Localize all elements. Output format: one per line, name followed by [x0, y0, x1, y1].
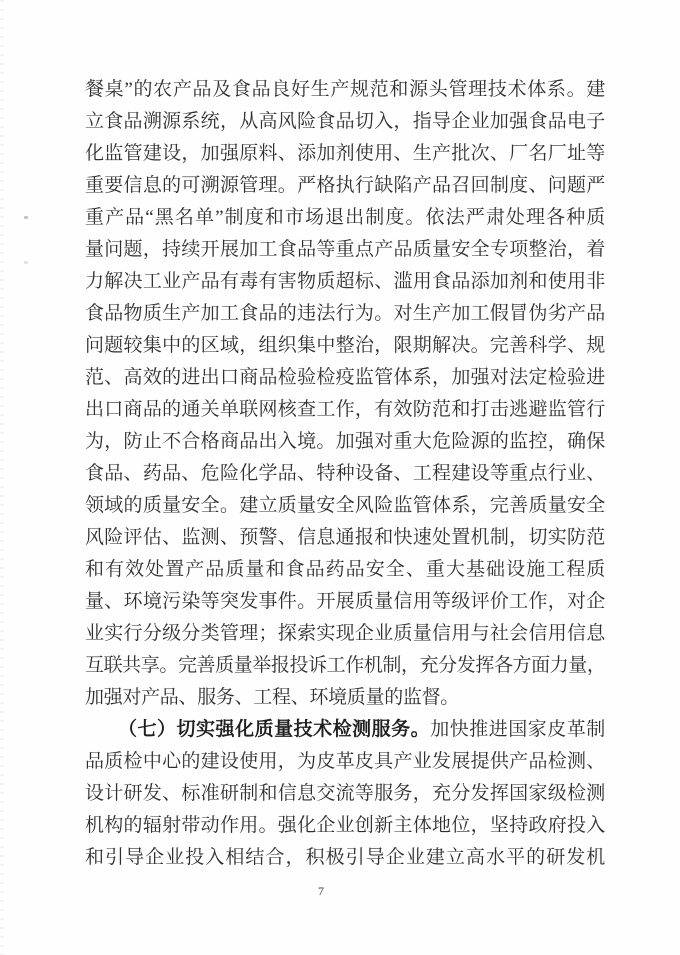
- text-line: 重要信息的可溯源管理。严格执行缺陷产品召回制度、问题严: [85, 175, 605, 196]
- text-line: 加强对产品、服务、工程、环境质量的监督。: [85, 687, 460, 708]
- text-line: 风险评估、监测、预警、信息通报和快速处置机制，切实防范: [85, 527, 605, 548]
- text-line: 量问题，持续开展加工食品等重点产品质量安全专项整治，着: [85, 239, 605, 260]
- text-line: 重产品“黑名单”制度和市场退出制度。依法严肃处理各种质: [85, 207, 605, 228]
- text-line: 量、环境污染等突发事件。开展质量信用等级评价工作，对企: [85, 591, 605, 612]
- text-line: 业实行分级分类管理；探索实现企业质量信用与社会信用信息: [85, 623, 605, 644]
- text-line: 食品、药品、危险化学品、特种设备、工程建设等重点行业、: [85, 463, 605, 484]
- section-heading-bold: （七）切实强化质量技术检测服务。: [118, 719, 431, 740]
- text-line: 品质检中心的建设使用，为皮革皮具产业发展提供产品检测、: [85, 751, 605, 772]
- page-body-text: [85, 74, 605, 874]
- text-line: 范、高效的进出口商品检验检疫监管体系，加强对法定检验进: [85, 367, 605, 388]
- text-line: 为，防止不合格商品出入境。加强对重大危险源的监控，确保: [85, 431, 605, 452]
- text-line: 设计研发、标准研制和信息交流等服务，充分发挥国家级检测: [85, 783, 605, 804]
- section-heading-rest: 加快推进国家皮革制: [430, 719, 605, 740]
- text-line: 化监管建设，加强原料、添加剂使用、生产批次、厂名厂址等: [85, 143, 605, 164]
- text-line: 力解决工业产品有毒有害物质超标、滥用食品添加剂和使用非: [85, 271, 605, 292]
- page-number: 7: [318, 884, 324, 898]
- text-line: [85, 714, 605, 746]
- scan-edge-noise: [0, 0, 4, 955]
- text-line: 立食品溯源系统，从高风险食品切入，指导企业加强食品电子: [85, 111, 605, 132]
- text-line: 和有效处置产品质量和食品药品安全、重大基础设施工程质: [85, 559, 605, 580]
- text-line: 餐桌”的农产品及食品良好生产规范和源头管理技术体系。建: [85, 79, 605, 100]
- paragraph-2: [85, 714, 605, 874]
- text-line: 和引导企业投入相结合，积极引导企业建立高水平的研发机: [85, 847, 605, 868]
- text-line: 领域的质量安全。建立质量安全风险监管体系，完善质量安全: [85, 495, 605, 516]
- text-line: 互联共享。完善质量举报投诉工作机制，充分发挥各方面力量，: [85, 655, 605, 676]
- text-line: 机构的辐射带动作用。强化企业创新主体地位，坚持政府投入: [85, 815, 605, 836]
- text-line: 出口商品的通关单联网核查工作，有效防范和打击逃避监管行: [85, 399, 605, 420]
- text-line: 问题较集中的区域，组织集中整治，限期解决。完善科学、规: [85, 335, 605, 356]
- paragraph-1: [85, 74, 605, 714]
- text-line: 食品物质生产加工食品的违法行为。对生产加工假冒伪劣产品: [85, 303, 605, 324]
- scan-speck: [24, 261, 28, 264]
- scan-speck: [24, 216, 28, 219]
